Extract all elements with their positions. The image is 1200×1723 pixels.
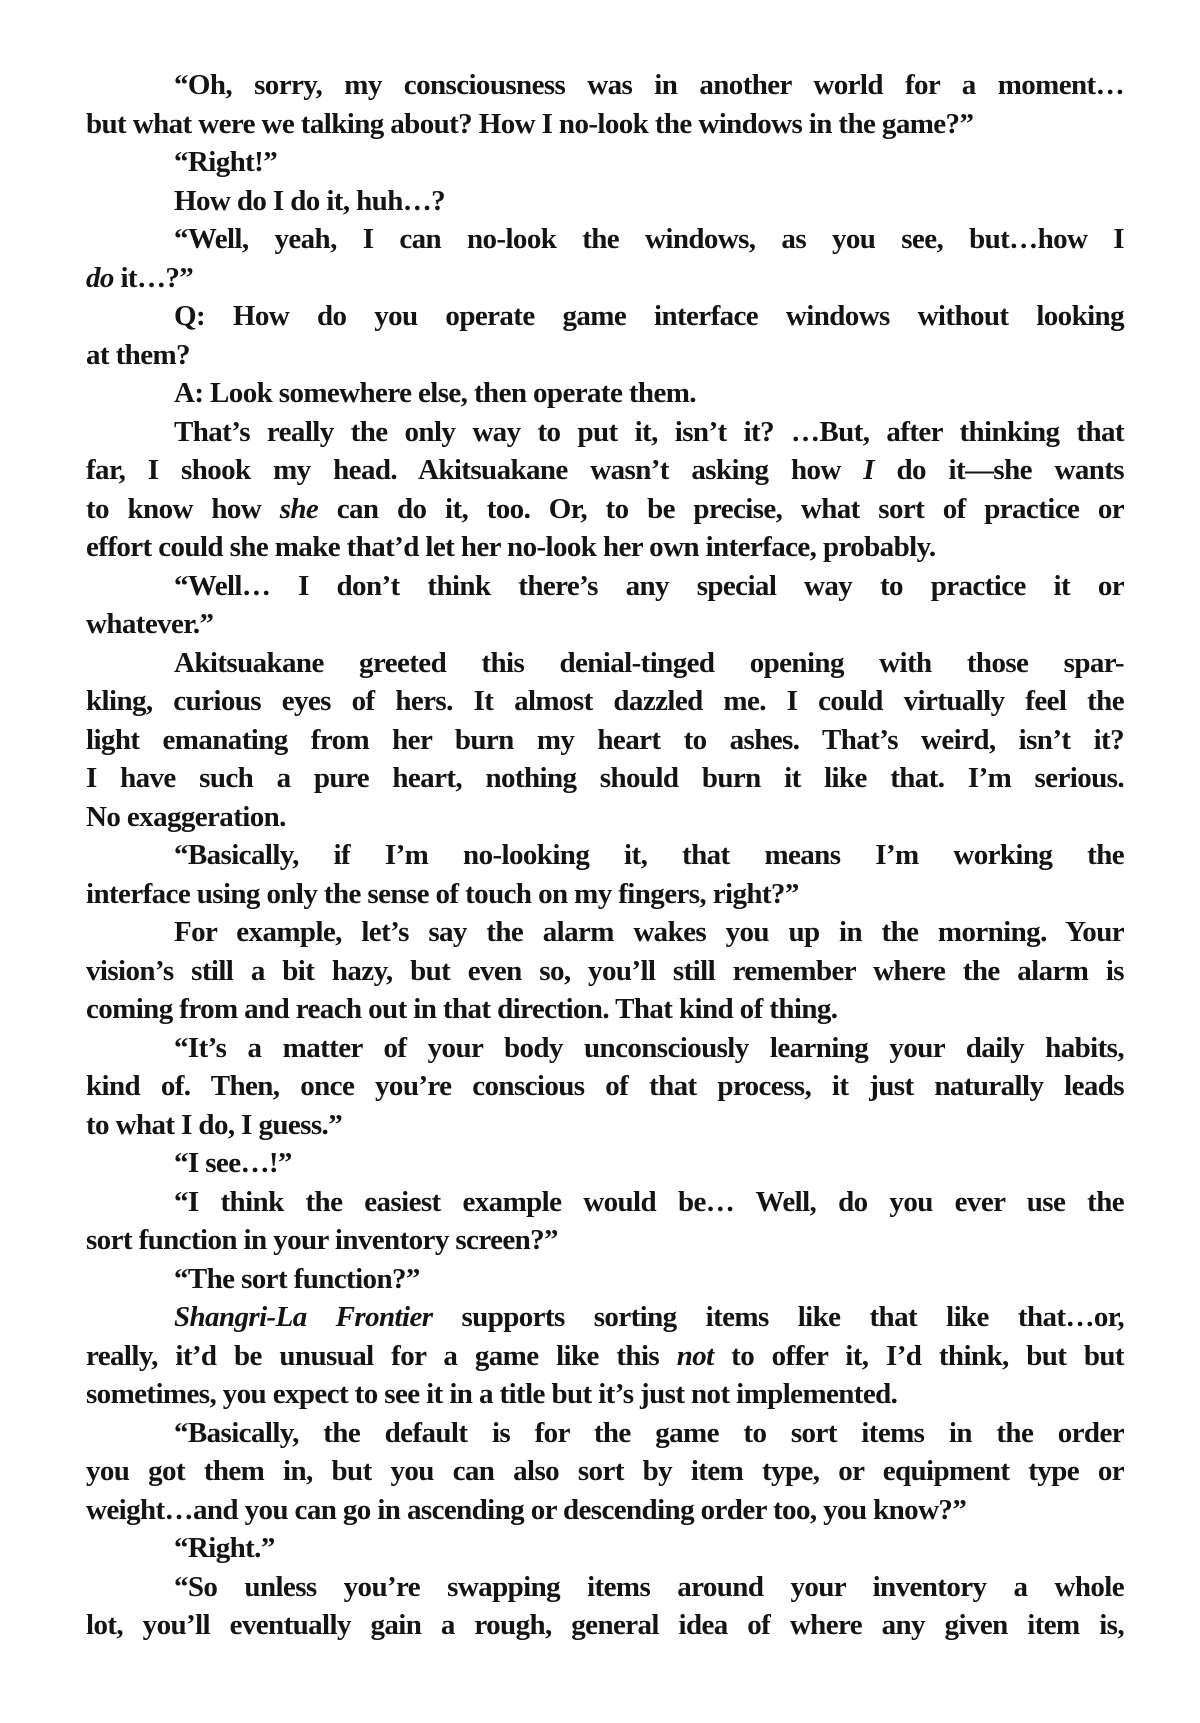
text-line: far, I shook my head. Akitsuakane wasn’t asking how I do it—she wants (86, 454, 1124, 486)
text-line: to know how she can do it, too. Or, to be precise, what sort of practice or (86, 492, 1124, 525)
text-line: weight…and you can go in ascending or descending order too, you know?” (86, 1493, 967, 1526)
text-line: lot, you’ll eventually gain a rough, general idea of where any given item is, (86, 1609, 1124, 1641)
text-line: kind of. Then, once you’re conscious of that process, it just naturally leads (86, 1070, 1124, 1102)
text-block (86, 66, 1124, 1645)
text-line: “So unless you’re swapping items around your inventory a whole (174, 1570, 1124, 1603)
text-line: How do I do it, huh…? (174, 184, 446, 217)
text-line: “I think the easiest example would be… Well, do you ever use the (174, 1185, 1124, 1218)
text-line: at them? (86, 338, 190, 371)
text-line: sometimes, you expect to see it in a title but it’s just not implemented. (86, 1378, 898, 1410)
text-line: “Well… I don’t think there’s any special way to practice it or (174, 569, 1124, 602)
text-line: “Basically, the default is for the game to sort items in the order (174, 1416, 1124, 1449)
text-line: Shangri-La Frontier supports sorting items like that like that…or, (174, 1301, 1124, 1333)
text-line: “The sort function?” (174, 1262, 420, 1295)
text-line: kling, curious eyes of hers. It almost dazzled me. I could virtually feel the (86, 685, 1124, 717)
text-line: For example, let’s say the alarm wakes you up in the morning. Your (174, 916, 1124, 948)
text-line: That’s really the only way to put it, isn’t it? …But, after thinking that (174, 415, 1124, 448)
text-line: light emanating from her burn my heart to ashes. That’s weird, isn’t it? (86, 723, 1124, 756)
text-line: “Right!” (174, 146, 278, 178)
text-line: A: Look somewhere else, then operate them. (174, 377, 696, 409)
text-line: to what I do, I guess.” (86, 1108, 343, 1141)
text-line: Akitsuakane greeted this denial-tinged opening with those spar- (174, 646, 1124, 679)
text-line: you got them in, but you can also sort by item type, or equipment type or (86, 1455, 1124, 1487)
text-line: really, it’d be unusual for a game like this not to offer it, I’d think, but but (86, 1339, 1124, 1372)
text-line: but what were we talking about? How I no-look the windows in the game?” (86, 107, 974, 140)
text-line: “Basically, if I’m no-looking it, that means I’m working the (174, 839, 1124, 871)
text-line: “It’s a matter of your body unconsciously learning your daily habits, (174, 1031, 1124, 1064)
text-line: sort function in your inventory screen?” (86, 1224, 558, 1256)
text-line: interface using only the sense of touch on my fingers, right?” (86, 877, 799, 910)
text-line: “I see…!” (174, 1147, 292, 1179)
text-line: effort could she make that’d let her no-look her own interface, probably. (86, 531, 936, 563)
text-line: whatever.” (86, 608, 214, 640)
text-line: coming from and reach out in that direction. That kind of thing. (86, 993, 838, 1025)
text-line: No exaggeration. (86, 800, 286, 833)
text-line: “Oh, sorry, my consciousness was in another world for a moment… (174, 69, 1124, 101)
text-line: vision’s still a bit hazy, but even so, you’ll still remember where the alarm is (86, 954, 1124, 987)
text-line: I have such a pure heart, nothing should burn it like that. I’m serious. (86, 762, 1124, 794)
text-line: “Well, yeah, I can no-look the windows, as you see, but…how I (174, 223, 1124, 255)
text-line: Q: How do you operate game interface windows without looking (174, 300, 1124, 332)
text-line: “Right.” (174, 1532, 275, 1564)
text-line: do it…?” (86, 261, 194, 294)
